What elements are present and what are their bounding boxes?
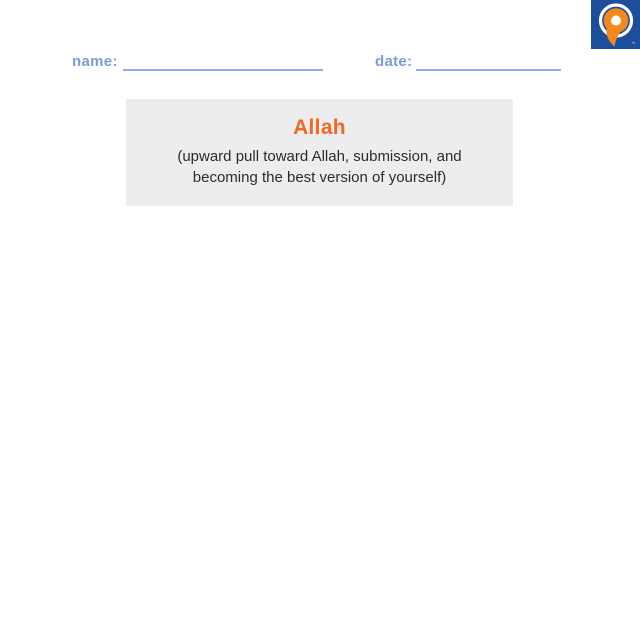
date-fill-in-line bbox=[416, 54, 561, 71]
concept-description bbox=[126, 146, 513, 188]
brand-logo bbox=[591, 0, 640, 49]
q-speech-bubble-logo-icon bbox=[591, 0, 640, 49]
concept-description-line-1: (upward pull toward Allah, submission, and bbox=[177, 148, 462, 165]
name-field-label: name: bbox=[72, 53, 118, 70]
logo-trademark: ™ bbox=[631, 41, 636, 46]
name-fill-in-line bbox=[123, 54, 323, 71]
concept-description-line-2: becoming the best version of yourself) bbox=[192, 169, 447, 186]
date-field-label: date: bbox=[375, 53, 413, 70]
concept-title: Allah bbox=[293, 116, 346, 139]
concept-box bbox=[126, 99, 513, 206]
logo-center-hole bbox=[611, 16, 621, 26]
